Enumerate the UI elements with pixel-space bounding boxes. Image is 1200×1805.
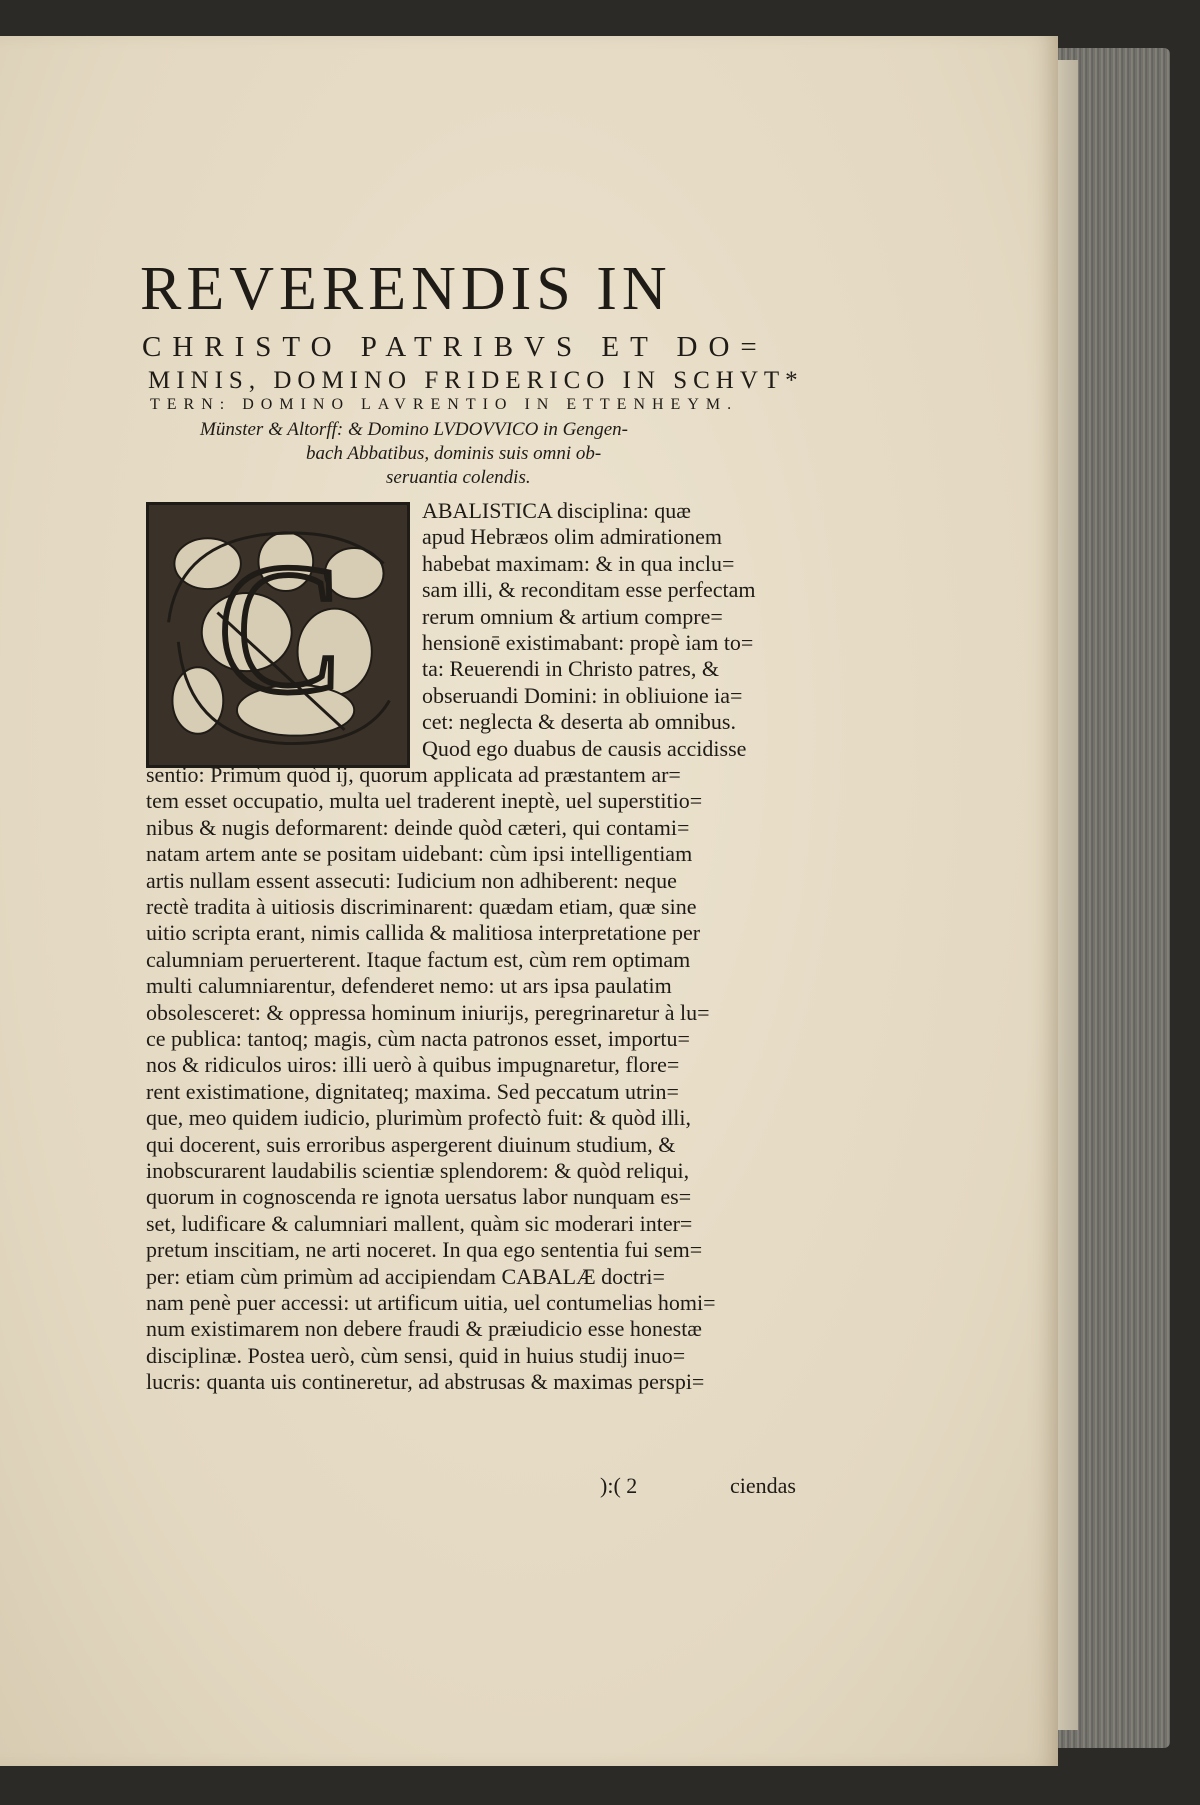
- body-line: rerum omnium & artium compre=: [422, 603, 723, 629]
- body-line: ABALISTICA disciplina: quæ: [422, 498, 691, 523]
- body-line: obseruandi Domini: in obliuione ia=: [422, 682, 743, 708]
- body-line: nam penè puer accessi: ut artificum uitia, uel contumelias homi=: [146, 1290, 716, 1315]
- heading-line-3: MINIS, DOMINO FRIDERICO IN SCHVT*: [148, 367, 804, 394]
- body-line: num existimarem non debere fraudi & præiudicio esse honestæ: [146, 1316, 702, 1342]
- body-line: apud Hebræos olim admirationem: [422, 524, 722, 550]
- book-page: [0, 36, 1058, 1766]
- body-line: obsolesceret: & oppressa hominum iniurijs, peregrinaretur à lu=: [146, 999, 710, 1025]
- heading-line-1: REVERENDIS IN: [140, 255, 672, 323]
- catchword: ciendas: [730, 1473, 796, 1498]
- body-line: lucris: quanta uis contineretur, ad abstrusas & maximas perspi=: [146, 1369, 705, 1395]
- body-line: ce publica: tantoq; magis, cùm nacta patronos esset, importu=: [146, 1026, 690, 1051]
- body-line: nos & ridiculos uiros: illi uerò à quibus impugnaretur, flore=: [146, 1052, 680, 1078]
- body-line: rent existimatione, dignitateq; maxima. Sed peccatum utrin=: [146, 1078, 679, 1104]
- body-line: uitio scripta erant, nimis callida & malitiosa interpretatione per: [146, 920, 701, 946]
- woodcut-putti-illustration: [149, 505, 407, 765]
- body-line: per: etiam cùm primùm ad accipiendam CABALÆ doctri=: [146, 1263, 665, 1289]
- body-line: Quod ego duabus de causis accidisse: [422, 735, 747, 761]
- body-line: disciplinæ. Postea uerò, cùm sensi, quid in huius studij inuo=: [146, 1342, 686, 1368]
- body-line: que, meo quidem iudicio, plurimùm profectò fuit: & quòd illi,: [146, 1105, 692, 1131]
- body-line: natam artem ante se positam uidebant: cùm ipsi intelligentiam: [146, 841, 693, 867]
- dedication-italic-1: Münster & Altorff: & Domino LVDOVVICO in Gengen-: [200, 419, 628, 440]
- body-line: pretum inscitiam, ne arti noceret. In qua ego sententia fui sem=: [146, 1237, 703, 1263]
- body-line: qui docerent, suis erroribus aspergerent diuinum studium, &: [146, 1131, 676, 1157]
- heading-line-4: TERN: DOMINO LAVRENTIO IN ETTENHEYM.: [150, 396, 739, 413]
- body-line: set, ludificare & calumniari mallent, quàm sic moderari inter=: [146, 1210, 693, 1236]
- body-line: inobscurarent laudabilis scientiæ splendorem: & quòd reliqui,: [146, 1158, 690, 1183]
- dedication-italic-2: bach Abbatibus, dominis suis omni ob-: [306, 443, 602, 464]
- body-line: quorum in cognoscenda re ignota uersatus labor nunquam es=: [146, 1184, 692, 1210]
- body-line: artis nullam essent assecuti: Iudicium non adhiberent: neque: [146, 867, 677, 893]
- body-line: ta: Reuerendi in Christo patres, &: [422, 656, 719, 682]
- dedication-italic-3: seruantia colendis.: [386, 467, 531, 488]
- body-line: rectè tradita à uitiosis discriminarent: quædam etiam, quæ sine: [146, 894, 697, 919]
- body-line: calumniam peruerterent. Itaque factum est, cùm rem optimam: [146, 946, 691, 972]
- body-line: multi calumniarentur, defenderet nemo: ut ars ipsa paulatim: [146, 973, 672, 999]
- body-line: hensionē existimabant: propè iam to=: [422, 630, 754, 655]
- signature-mark: ):( 2: [600, 1473, 638, 1498]
- body-line: nibus & nugis deformarent: deinde quòd cæteri, qui contami=: [146, 814, 690, 840]
- body-line: habebat maximam: & in qua inclu=: [422, 550, 735, 576]
- decorated-initial-c: [146, 502, 410, 768]
- body-line: tem esset occupatio, multa uel traderent ineptè, uel superstitio=: [146, 788, 703, 814]
- body-line: sam illi, & reconditam esse perfectam: [422, 577, 756, 603]
- initial-letter: C: [217, 526, 342, 732]
- body-line: sentio: Primùm quòd ij, quorum applicata ad præstantem ar=: [146, 762, 681, 787]
- heading-line-2: CHRISTO PATRIBVS ET DO=: [142, 331, 768, 363]
- body-line: cet: neglecta & deserta ab omnibus.: [422, 709, 736, 735]
